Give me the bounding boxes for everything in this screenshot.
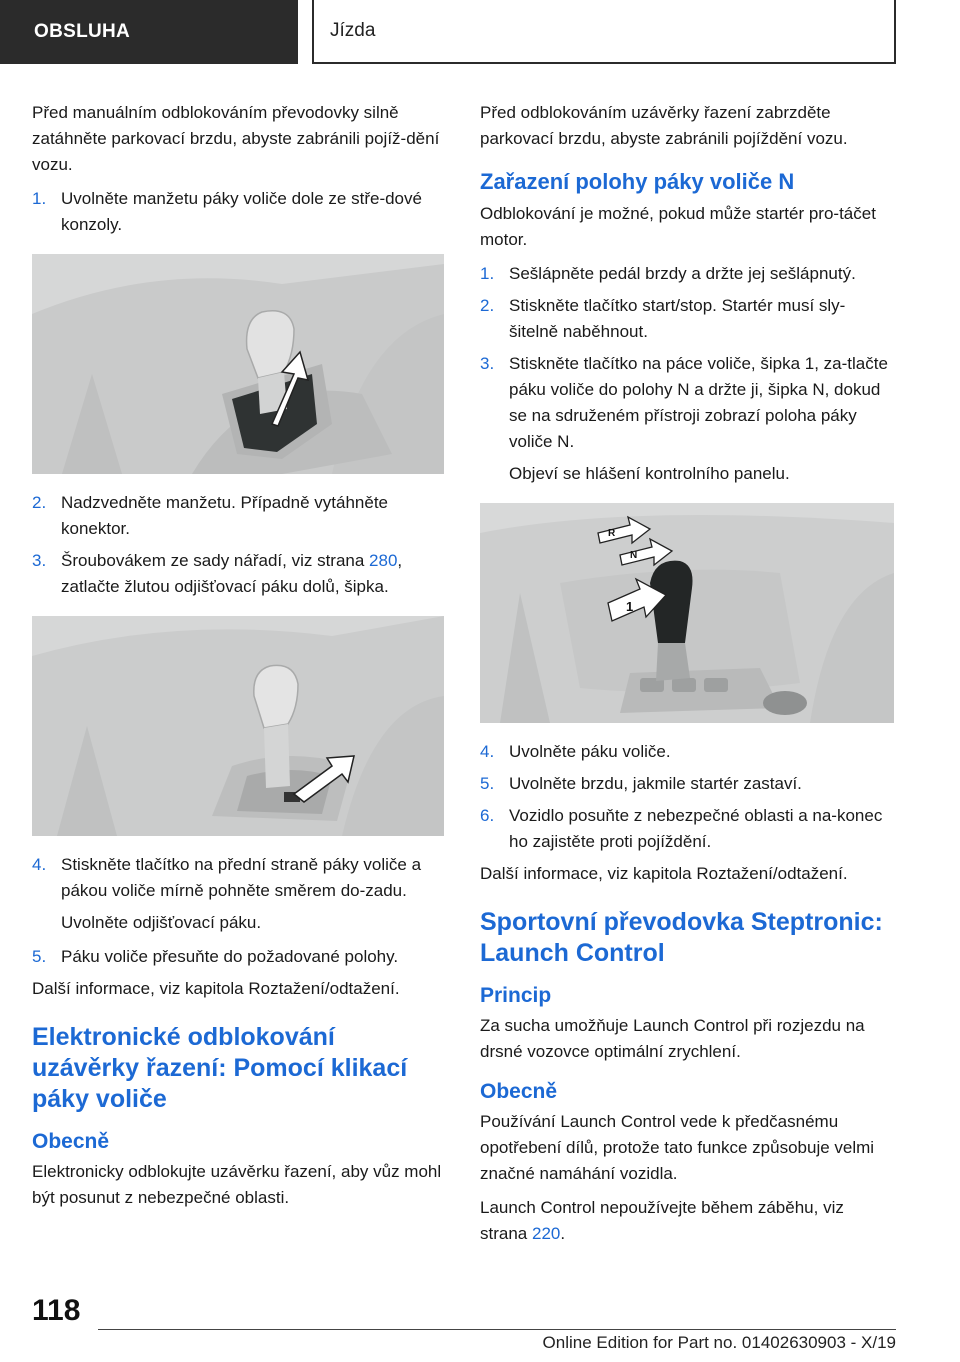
right-column: [480, 100, 894, 1255]
subheading: Obecně: [32, 1130, 110, 1153]
step-text: Sešlápněte pedál brzdy a držte jej sešlápnutý.: [509, 264, 856, 283]
figure-label-r: R: [608, 528, 616, 539]
list-item: [32, 548, 444, 600]
list-item: [480, 739, 894, 765]
figure-selector-lever-boot: [32, 254, 444, 474]
step-number: 2.: [480, 296, 495, 315]
step-number: 4.: [32, 855, 47, 874]
body-paragraph: Odblokování je možné, pokud může startér pro‐táčet motor.: [480, 204, 876, 249]
body-paragraph: Elektronicky odblokujte uzávěrku řazení, aby vůz mohl být posunut z nebezpečné oblasti.: [32, 1162, 442, 1207]
step-text: Šroubovákem ze sady nářadí, viz strana 280, zatlačte žlutou odjišťovací páku dolů, šipka.: [61, 551, 403, 596]
step-text: Stiskněte tlačítko start/stop. Startér musí sly‐šitelně naběhnout.: [509, 296, 846, 341]
step-text: Uvolněte páku voliče.: [509, 742, 671, 761]
step-number: 5.: [480, 774, 495, 793]
subheading: Obecně: [480, 1080, 558, 1103]
step-text: Uvolněte brzdu, jakmile startér zastaví.: [509, 774, 802, 793]
list-item: [480, 351, 894, 455]
step-number: 3.: [32, 551, 47, 570]
figure-unlock-lever: [32, 616, 444, 836]
step-number: 6.: [480, 806, 495, 825]
step-number: 5.: [32, 947, 47, 966]
step-note: Uvolněte odjišťovací páku.: [61, 913, 262, 932]
section-heading: Elektronické odblokování uzávěrky řazení: Pomocí klikací páky voliče: [32, 1023, 408, 1113]
figure-label-1: 1: [626, 599, 634, 614]
list-item: [480, 803, 894, 855]
figure-label-n: N: [630, 550, 638, 561]
footer-divider: [98, 1329, 896, 1330]
more-info: Další informace, viz kapitola Roztažení/odtažení.: [32, 979, 400, 998]
subheading: Princip: [480, 984, 552, 1007]
page-number: 118: [32, 1294, 81, 1327]
page-link[interactable]: 220: [531, 1224, 561, 1243]
list-item: [480, 293, 894, 345]
section-heading: Sportovní převodovka Steptronic: Launch Control: [480, 908, 883, 967]
left-column: [32, 100, 444, 1219]
step-text: Stiskněte tlačítko na páce voliče, šipka 1, za‐tlačte páku voliče do polohy N a držte ji, šipka N, dokud se na sdruženém přístroji zobrazí poloha páky voliče N.: [509, 354, 888, 451]
more-info: Další informace, viz kapitola Roztažení/odtažení.: [480, 864, 848, 883]
section-tab: OBSLUHA: [0, 0, 298, 64]
page-link[interactable]: 280: [369, 551, 398, 570]
body-paragraph: Používání Launch Control vede k předčasnému opotřebení dílů, protože tato funkce způsobuje velmi značné namáhání vozidla.: [480, 1112, 875, 1183]
body-paragraph: Za sucha umožňuje Launch Control při rozjezdu na drsné vozovce optimální zrychlení.: [480, 1016, 865, 1061]
step-text: Vozidlo posuňte z nebezpečné oblasti a na‐konec ho zajistěte proti pojíždění.: [509, 806, 883, 851]
step-note: Objeví se hlášení kontrolního panelu.: [509, 464, 790, 483]
step-text: Uvolněte manžetu páky voliče dole ze stře‐dové konzoly.: [61, 189, 422, 234]
step-number: 1.: [480, 264, 495, 283]
figure-selector-lever-n: [480, 503, 894, 723]
step-text: Stiskněte tlačítko na přední straně páky voliče a pákou voliče mírně pohněte směrem do‐zadu.: [61, 855, 422, 900]
list-item: [32, 186, 444, 238]
step-number: 3.: [480, 354, 495, 373]
list-item: [32, 944, 444, 970]
intro-paragraph: Před odblokováním uzávěrky řazení zabrzděte parkovací brzdu, abyste zabránili pojíždění vozu.: [480, 103, 848, 148]
list-item: [480, 261, 894, 287]
list-item: [32, 852, 444, 904]
step-number: 2.: [32, 493, 47, 512]
chapter-title: Jízda: [312, 0, 896, 64]
list-item: [480, 771, 894, 797]
list-item: [32, 490, 444, 542]
step-number: 4.: [480, 742, 495, 761]
edition-note: Online Edition for Part no. 01402630903 - X/19: [542, 1333, 896, 1352]
step-text: Nadzvedněte manžetu. Případně vytáhněte konektor.: [61, 493, 388, 538]
body-paragraph: Launch Control nepoužívejte během záběhu, viz strana 220.: [480, 1198, 844, 1243]
section-heading: Zařazení polohy páky voliče N: [480, 169, 795, 194]
intro-paragraph: Před manuálním odblokováním převodovky silně zatáhněte parkovací brzdu, abyste zabránili pojíž‐dění vozu.: [32, 103, 440, 174]
step-number: 1.: [32, 189, 47, 208]
step-text: Páku voliče přesuňte do požadované polohy.: [61, 947, 399, 966]
